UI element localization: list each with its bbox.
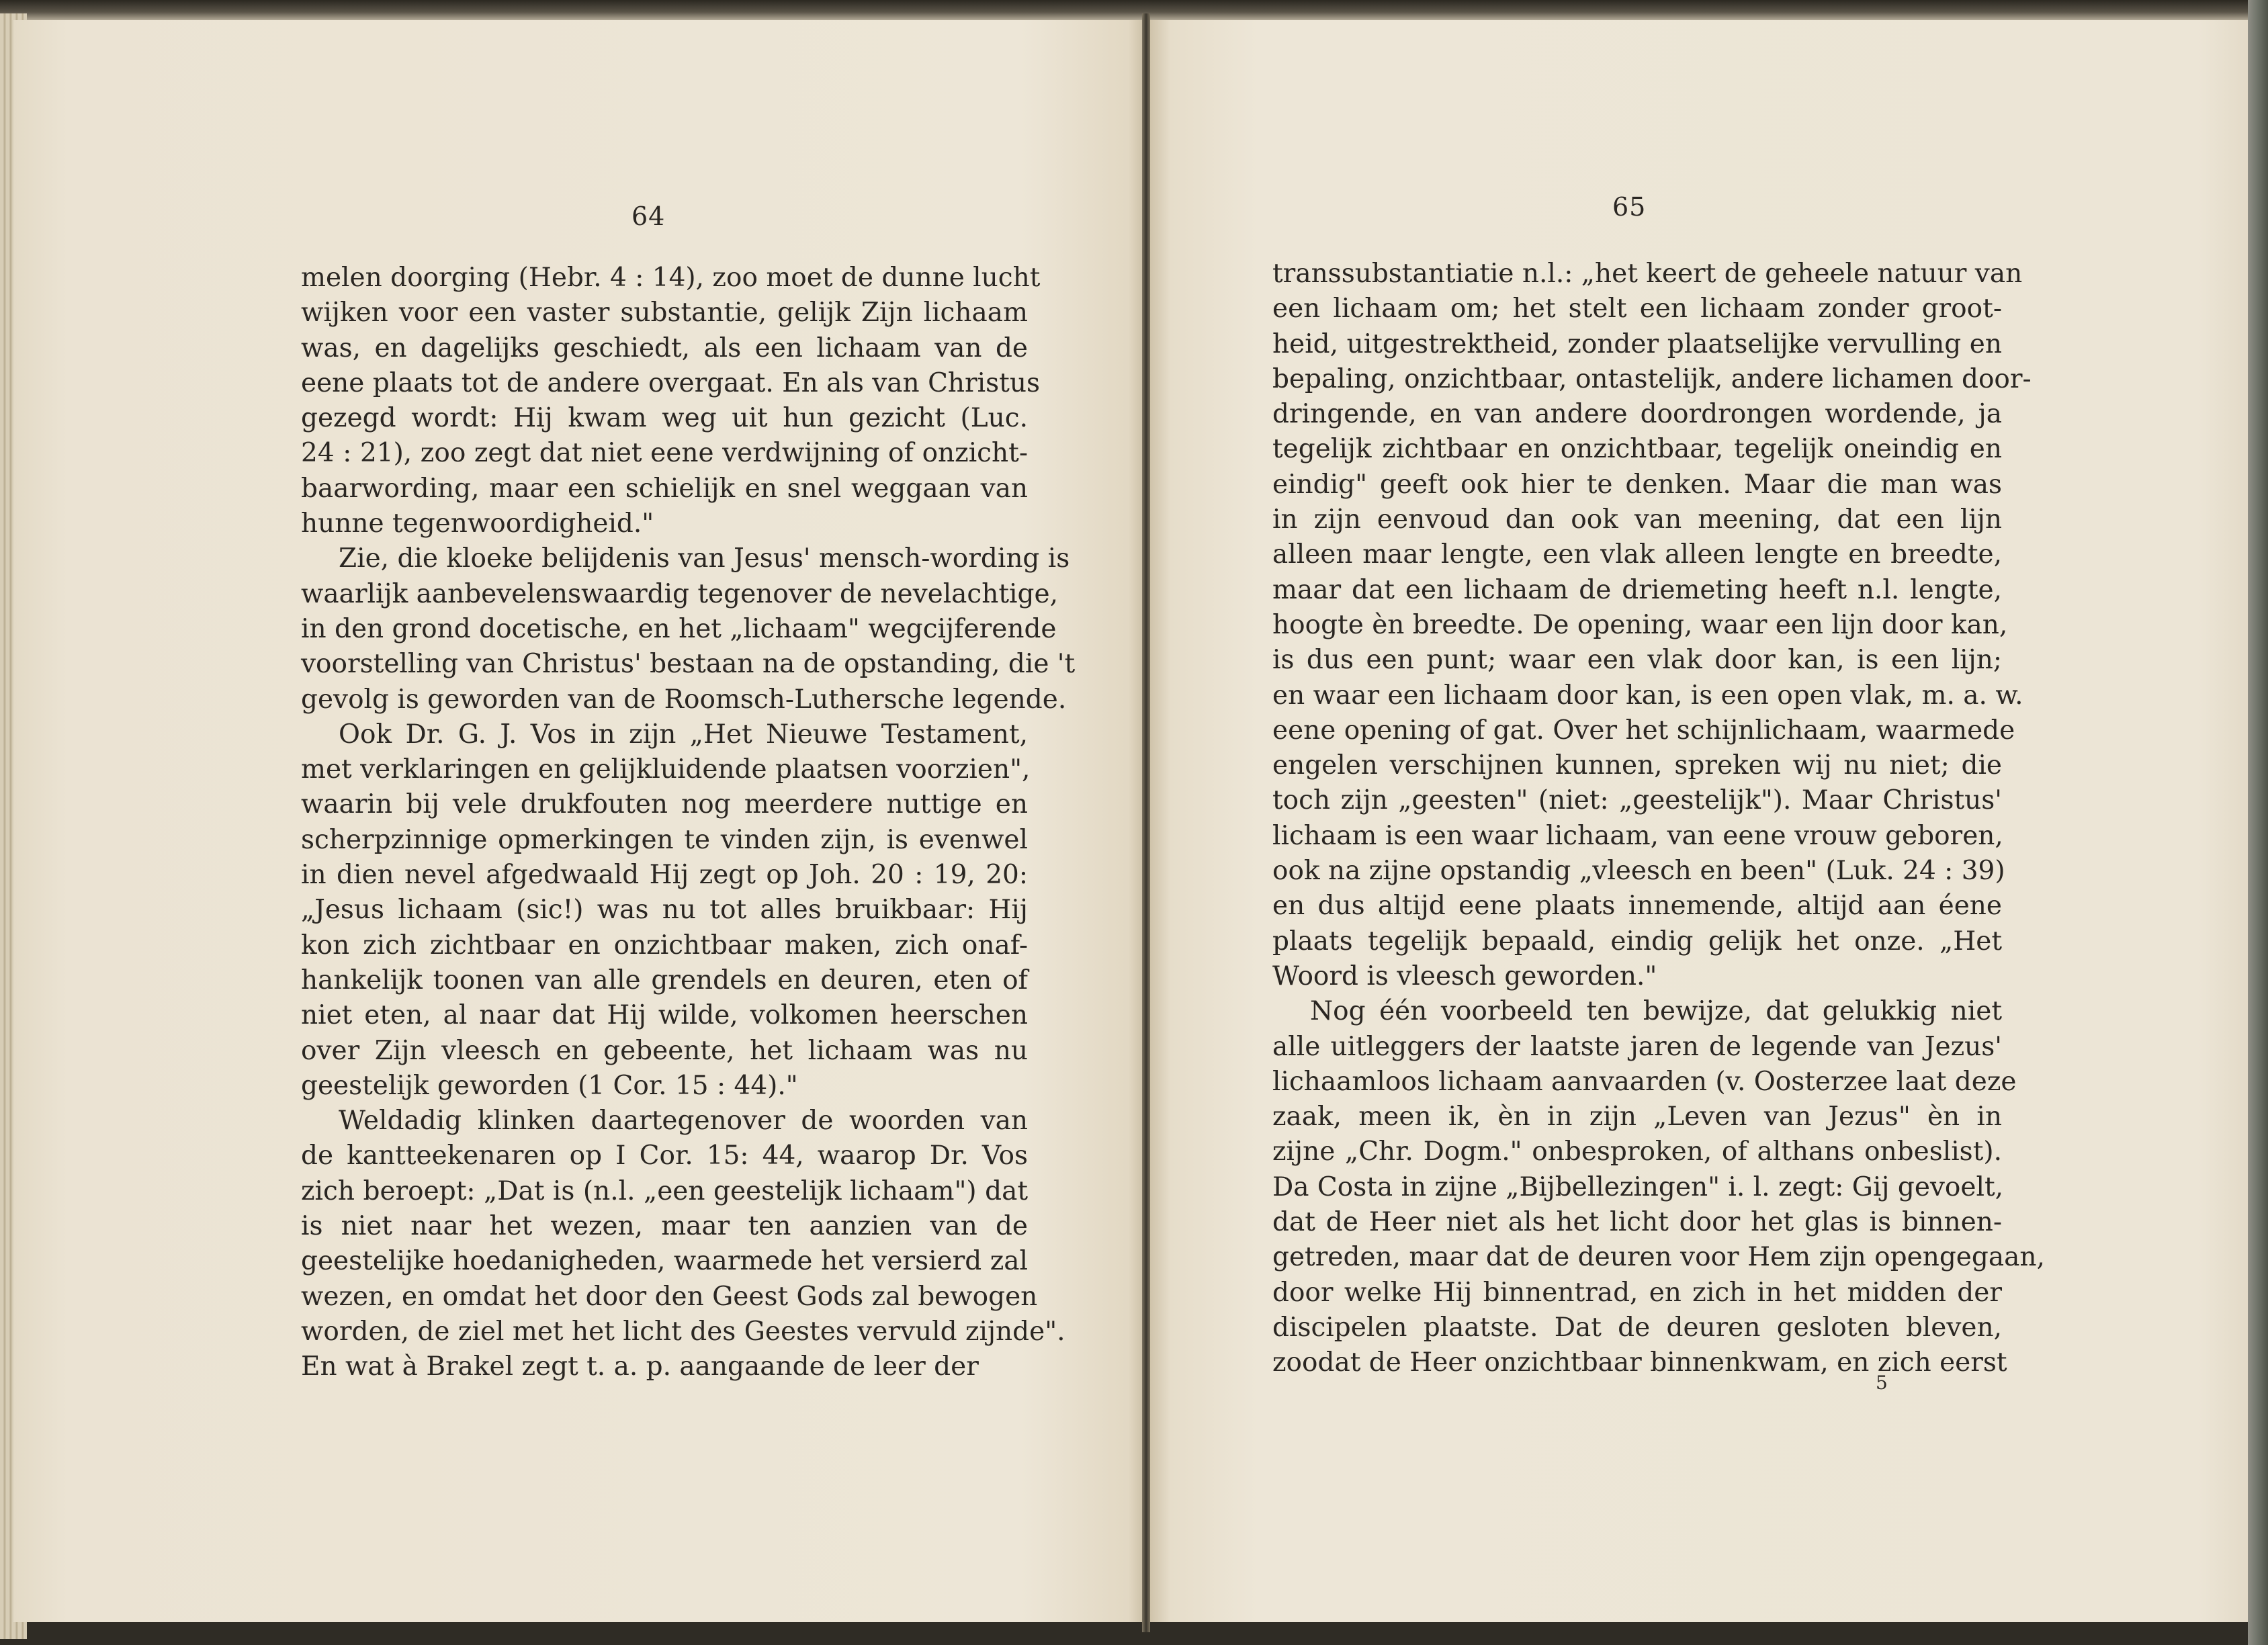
- text-line: lichaam is een waar lichaam, van eene vrouw geboren,: [1272, 820, 2003, 851]
- page-number-right: 65: [1612, 192, 1647, 222]
- text-line: gevolg is geworden van de Roomsch-Luthersche legende.: [301, 684, 1067, 715]
- text-line: Zie, die kloeke belijdenis van Jesus' mensch-wording is: [339, 543, 1070, 574]
- text-line: niet eten, al naar dat Hij wilde, volkomen heerschen: [301, 1000, 1028, 1031]
- text-line: waarin bij vele drukfouten nog meerdere nuttige en: [301, 789, 1028, 820]
- text-line: zich beroept: „Dat is (n.l. „een geestelijk lichaam") dat: [301, 1175, 1028, 1206]
- text-line: discipelen plaatste. Dat de deuren gesloten bleven,: [1272, 1312, 2002, 1343]
- text-line: eene opening of gat. Over het schijnlichaam, waarmede: [1272, 715, 2015, 746]
- text-line: En wat à Brakel zegt t. a. p. aangaande de leer der: [301, 1351, 979, 1382]
- text-line: Weldadig klinken daartegenover de woorden van: [339, 1106, 1028, 1137]
- page-number-left: 64: [631, 202, 666, 231]
- text-line: tegelijk zichtbaar en onzichtbaar, tegelijk oneindig en: [1272, 434, 2002, 465]
- text-line: baarwording, maar een schielijk en snel weggaan van: [301, 473, 1028, 504]
- text-line: in zijn eenvoud dan ook van meening, dat een lijn: [1272, 504, 2002, 535]
- text-line: zijne „Chr. Dogm." onbesproken, of althans onbeslist).: [1272, 1137, 2002, 1167]
- text-line: is niet naar het wezen, maar ten aanzien van de: [301, 1211, 1028, 1242]
- text-line: wijken voor een vaster substantie, gelijk Zijn lichaam: [301, 298, 1028, 328]
- left-page-text: [301, 261, 1076, 1385]
- right-page-text: [1272, 257, 2045, 1381]
- text-line: alle uitleggers der laatste jaren de legende van Jezus': [1272, 1031, 2002, 1062]
- signature-mark: 5: [1876, 1372, 1888, 1394]
- text-line: maar dat een lichaam de driemeting heeft n.l. lengte,: [1272, 574, 2002, 605]
- text-line: en waar een lichaam door kan, is een open vlak, m. a. w.: [1272, 680, 2023, 711]
- text-line: gezegd wordt: Hij kwam weg uit hun gezicht (Luc.: [301, 403, 1028, 434]
- text-line: zoodat de Heer onzichtbaar binnenkwam, en zich eerst: [1272, 1347, 2007, 1378]
- text-line: melen doorging (Hebr. 4 : 14), zoo moet de dunne lucht: [301, 263, 1041, 293]
- text-line: „Jesus lichaam (sic!) was nu tot alles bruikbaar: Hij: [301, 895, 1028, 926]
- text-line: met verklaringen en gelijkluidende plaatsen voorzien",: [301, 754, 1031, 785]
- text-line: voorstelling van Christus' bestaan na de opstanding, die 't: [301, 649, 1076, 680]
- book-gutter: [1142, 13, 1150, 1632]
- text-line: getreden, maar dat de deuren voor Hem zijn opengegaan,: [1272, 1242, 2045, 1273]
- text-line: Nog één voorbeeld ten bewijze, dat gelukkig niet: [1310, 996, 2002, 1027]
- text-line: en dus altijd eene plaats innemende, altijd aan éene: [1272, 891, 2002, 922]
- text-line: ook na zijne opstandig „vleesch en been" (Luk. 24 : 39): [1272, 856, 2005, 887]
- text-line: worden, de ziel met het licht des Geestes vervuld zijnde".: [301, 1316, 1065, 1347]
- text-line: transsubstantiatie n.l.: „het keert de geheele natuur van: [1272, 259, 2023, 289]
- text-line: plaats tegelijk bepaald, eindig gelijk het onze. „Het: [1272, 926, 2002, 957]
- text-line: toch zijn „geesten" (niet: „geestelijk"). Maar Christus': [1272, 785, 2002, 816]
- text-line: dat de Heer niet als het licht door het glas is binnen-: [1272, 1207, 2002, 1238]
- text-line: was, en dagelijks geschiedt, als een lichaam van de: [301, 332, 1028, 363]
- text-line: 24 : 21), zoo zegt dat niet eene verdwijning of onzicht-: [301, 438, 1028, 469]
- text-line: engelen verschijnen kunnen, spreken wij nu niet; die: [1272, 750, 2002, 781]
- right-page: [1150, 20, 2255, 1622]
- text-line: een lichaam om; het stelt een lichaam zonder groot-: [1272, 294, 2002, 324]
- book-cover-edge: [2248, 0, 2268, 1645]
- text-line: Da Costa in zijne „Bijbellezingen" i. l. zegt: Gij gevoelt,: [1272, 1171, 2004, 1202]
- text-line: bepaling, onzichtbaar, ontastelijk, andere lichamen door-: [1272, 363, 2032, 394]
- text-line: eindig" geeft ook hier te denken. Maar die man was: [1272, 469, 2002, 500]
- text-line: de kantteekenaren op I Cor. 15: 44, waarop Dr. Vos: [301, 1141, 1028, 1171]
- text-line: zaak, meen ik, èn in zijn „Leven van Jezus" èn in: [1272, 1102, 2002, 1132]
- text-line: kon zich zichtbaar en onzichtbaar maken, zich onaf-: [301, 930, 1028, 961]
- text-line: heid, uitgestrektheid, zonder plaatselijke vervulling en: [1272, 328, 2002, 359]
- text-line: scherpzinnige opmerkingen te vinden zijn, is evenwel: [301, 824, 1028, 855]
- text-line: waarlijk aanbevelenswaardig tegenover de nevelachtige,: [301, 578, 1058, 609]
- text-line: lichaamloos lichaam aanvaarden (v. Oosterzee laat deze: [1272, 1066, 2017, 1097]
- left-page: [13, 20, 1142, 1622]
- text-line: Ook Dr. G. J. Vos in zijn „Het Nieuwe Testament,: [339, 719, 1028, 750]
- text-line: over Zijn vleesch en gebeente, het lichaam was nu: [301, 1035, 1028, 1066]
- text-line: wezen, en omdat het door den Geest Gods zal bewogen: [301, 1281, 1038, 1312]
- text-line: in dien nevel afgedwaald Hij zegt op Joh. 20 : 19, 20:: [301, 860, 1028, 891]
- text-line: geestelijke hoedanigheden, waarmede het versierd zal: [301, 1246, 1028, 1277]
- text-line: eene plaats tot de andere overgaat. En als van Christus: [301, 367, 1040, 398]
- text-line: dringende, en van andere doordrongen wordende, ja: [1272, 399, 2002, 430]
- text-line: is dus een punt; waar een vlak door kan, is een lijn;: [1272, 645, 2002, 676]
- text-line: Woord is vleesch geworden.": [1272, 961, 1657, 991]
- text-line: door welke Hij binnentrad, en zich in het midden der: [1272, 1277, 2002, 1308]
- text-line: in den grond docetische, en het „lichaam" wegcijferende: [301, 613, 1057, 644]
- text-line: hunne tegenwoordigheid.": [301, 508, 654, 539]
- text-line: hoogte èn breedte. De opening, waar een lijn door kan,: [1272, 609, 2008, 640]
- text-line: hankelijk toonen van alle grendels en deuren, eten of: [301, 965, 1028, 995]
- text-line: geestelijk geworden (1 Cor. 15 : 44).": [301, 1070, 798, 1101]
- text-line: alleen maar lengte, een vlak alleen lengte en breedte,: [1272, 539, 2002, 570]
